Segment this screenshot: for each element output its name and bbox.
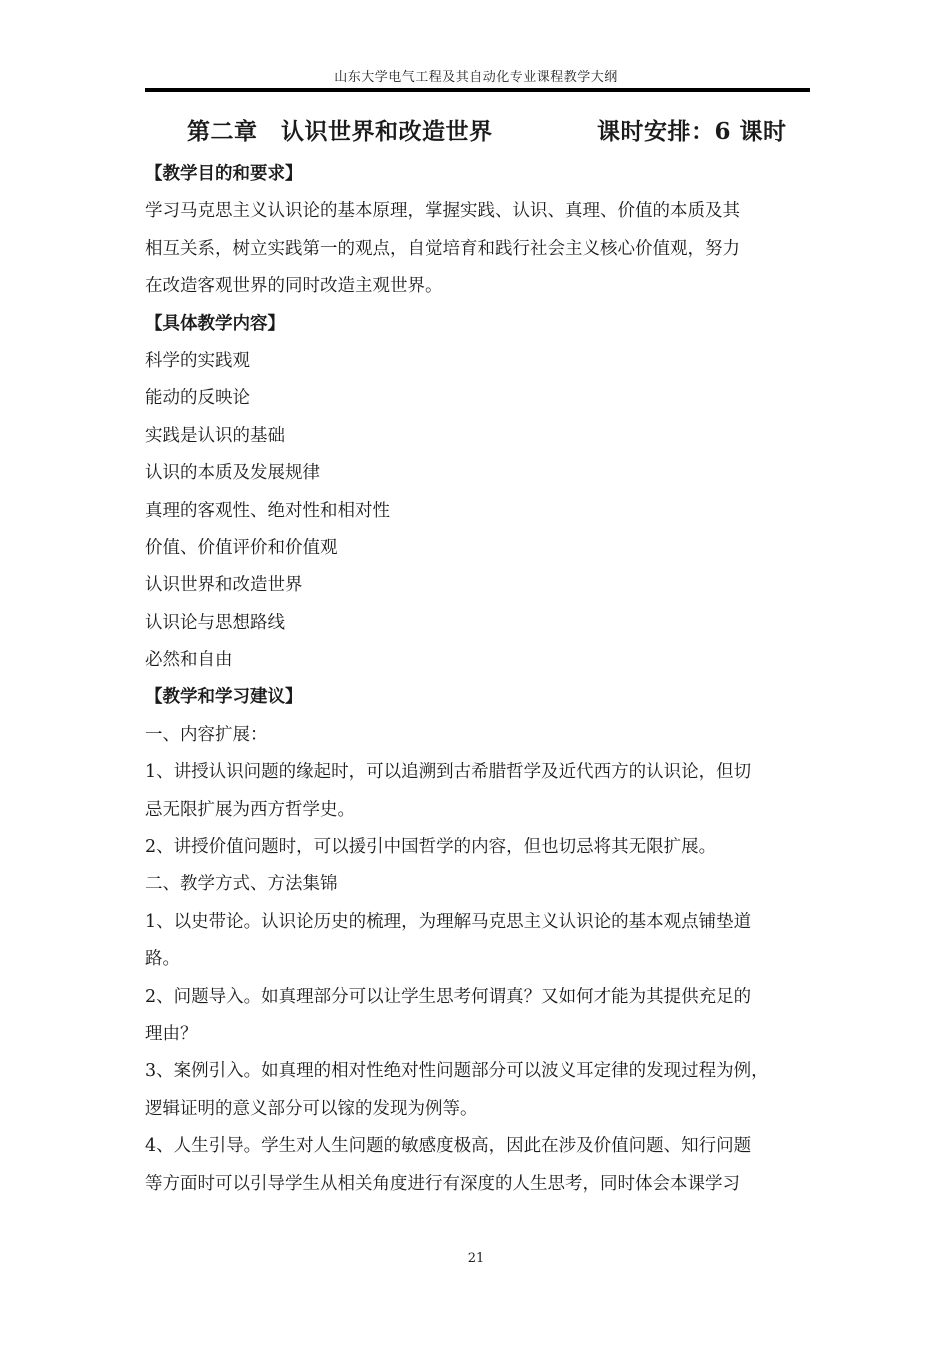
text-line: 二、教学方式、方法集锦	[145, 874, 338, 895]
text-line: 认识世界和改造世界	[145, 575, 303, 596]
text-line: 在改造客观世界的同时改造主观世界。	[145, 276, 443, 297]
text-line: 等方面时可以引导学生从相关角度进行有深度的人生思考，同时体会本课学习	[145, 1173, 740, 1194]
text-line: 3、案例引入。如真理的相对性绝对性问题部分可以波义耳定律的发现过程为例，	[145, 1061, 769, 1082]
text-line: 4、人生引导。学生对人生问题的敏感度极高，因此在涉及价值问题、知行问题	[145, 1136, 752, 1157]
text-line: 理由？	[145, 1023, 198, 1044]
text-line: 价值、价值评价和价值观	[145, 537, 338, 558]
text-line: 真理的客观性、绝对性和相对性	[145, 500, 390, 521]
text-line: 2、讲授价值问题时，可以援引中国哲学的内容，但也切忌将其无限扩展。	[145, 837, 717, 858]
running-header-title: 山东大学电气工程及其自动化专业课程教学大纲	[334, 70, 618, 85]
text-line: 1、以史带论。认识论历史的梳理，为理解马克思主义认识论的基本观点铺垫道	[145, 911, 752, 932]
text-line: 实践是认识的基础	[145, 425, 285, 446]
chapter-title: 第二章 认识世界和改造世界	[187, 118, 493, 145]
text-line: 认识论与思想路线	[145, 612, 285, 633]
body-text	[145, 156, 815, 1203]
text-line: 1、讲授认识问题的缘起时，可以追溯到古希腊哲学及近代西方的认识论，但切	[145, 762, 752, 783]
header-rule	[145, 88, 810, 92]
section-heading: 【教学目的和要求】	[145, 164, 303, 184]
text-line: 忌无限扩展为西方哲学史。	[145, 799, 355, 820]
text-line: 学习马克思主义认识论的基本原理，掌握实践、认识、真理、价值的本质及其	[145, 201, 740, 222]
text-line: 逻辑证明的意义部分可以镓的发现为例等。	[145, 1098, 478, 1119]
text-line: 科学的实践观	[145, 350, 250, 371]
chapter-schedule: 课时安排：6 课时	[597, 118, 787, 145]
text-line: 一、内容扩展：	[145, 724, 268, 745]
text-line: 相互关系，树立实践第一的观点，自觉培育和践行社会主义核心价值观，努力	[145, 238, 740, 259]
text-line: 必然和自由	[145, 650, 233, 671]
page-number: 21	[467, 1251, 485, 1266]
text-line: 路。	[145, 949, 180, 970]
text-line: 2、问题导入。如真理部分可以让学生思考何谓真？又如何才能为其提供充足的	[145, 986, 752, 1007]
text-line: 认识的本质及发展规律	[145, 463, 320, 484]
section-heading: 【教学和学习建议】	[145, 687, 303, 708]
text-line: 能动的反映论	[145, 388, 250, 409]
section-heading: 【具体教学内容】	[145, 313, 285, 334]
